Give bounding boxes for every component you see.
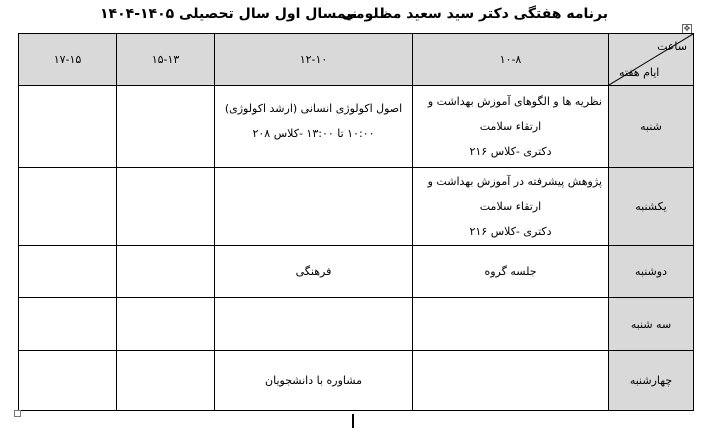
schedule-cell xyxy=(413,246,609,298)
cell-text-line: ارتقاء سلامت xyxy=(479,200,542,213)
schedule-cell xyxy=(19,246,117,298)
table-row xyxy=(19,246,694,298)
table-row xyxy=(19,168,694,246)
cell-text-line: پژوهش پیشرفته در آموزش بهداشت و xyxy=(427,175,602,188)
time-slot-header: ۱۲-۱۰ xyxy=(215,34,413,86)
time-slot-header: ۱۷-۱۵ xyxy=(19,34,117,86)
semester-subtitle: نیمسال اول سال تحصیلی ۱۴۰۵-۱۴۰۴ xyxy=(100,6,358,22)
cell-text-line: فرهنگی xyxy=(295,264,332,278)
cell-text-line: دکتری -کلاس ۲۱۶ xyxy=(469,145,552,158)
schedule-cell xyxy=(215,168,413,246)
day-label-cell: سه شنبه xyxy=(609,298,694,351)
corner-days-label: ایام هفته xyxy=(619,66,660,79)
schedule-cell xyxy=(215,246,413,298)
cell-text-line: ارتقاء سلامت xyxy=(479,120,542,133)
schedule-cell xyxy=(117,246,215,298)
cell-text-line: اصول اکولوژی انسانی (ارشد اکولوژی) xyxy=(224,102,403,115)
text-cursor xyxy=(352,414,354,428)
weekly-schedule-table xyxy=(18,33,694,411)
cell-text-line: مشاوره با دانشجویان xyxy=(265,373,362,387)
corner-hours-label: ساعت xyxy=(657,40,687,53)
table-row xyxy=(19,351,694,411)
schedule-cell xyxy=(117,298,215,351)
day-label-cell: یکشنبه xyxy=(609,168,694,246)
schedule-cell xyxy=(117,351,215,411)
schedule-cell xyxy=(19,86,117,168)
table-row xyxy=(19,298,694,351)
schedule-cell xyxy=(413,168,609,246)
header-row xyxy=(19,34,694,86)
time-slot-header: ۱۰-۸ xyxy=(413,34,609,86)
day-label-cell: شنبه xyxy=(609,86,694,168)
day-label-cell: دوشنبه xyxy=(609,246,694,298)
schedule-cell xyxy=(215,351,413,411)
schedule-cell xyxy=(413,86,609,168)
schedule-cell xyxy=(117,86,215,168)
cell-text-line: جلسه گروه xyxy=(484,264,537,278)
time-slot-header: ۱۵-۱۳ xyxy=(117,34,215,86)
cell-text-line: ۱۰:۰۰ تا ۱۳:۰۰ -کلاس ۲۰۸ xyxy=(252,127,375,140)
cell-text-line: دکتری -کلاس ۲۱۶ xyxy=(469,225,552,238)
table-row xyxy=(19,86,694,168)
schedule-cell xyxy=(19,351,117,411)
cell-text-line: نظریه ها و الگوهای آموزش بهداشت و xyxy=(427,95,602,108)
schedule-cell xyxy=(19,168,117,246)
schedule-cell xyxy=(215,298,413,351)
schedule-cell xyxy=(215,86,413,168)
table-resize-handle[interactable] xyxy=(14,410,21,417)
schedule-cell xyxy=(117,168,215,246)
schedule-cell xyxy=(19,298,117,351)
move-anchor-icon[interactable]: ✥ xyxy=(683,24,691,33)
schedule-cell xyxy=(413,351,609,411)
corner-header-cell xyxy=(609,34,694,86)
day-label-cell: چهارشنبه xyxy=(609,351,694,411)
document-title: برنامه هفتگی دکتر سید سعید مظلومی xyxy=(341,6,608,22)
schedule-cell xyxy=(413,298,609,351)
